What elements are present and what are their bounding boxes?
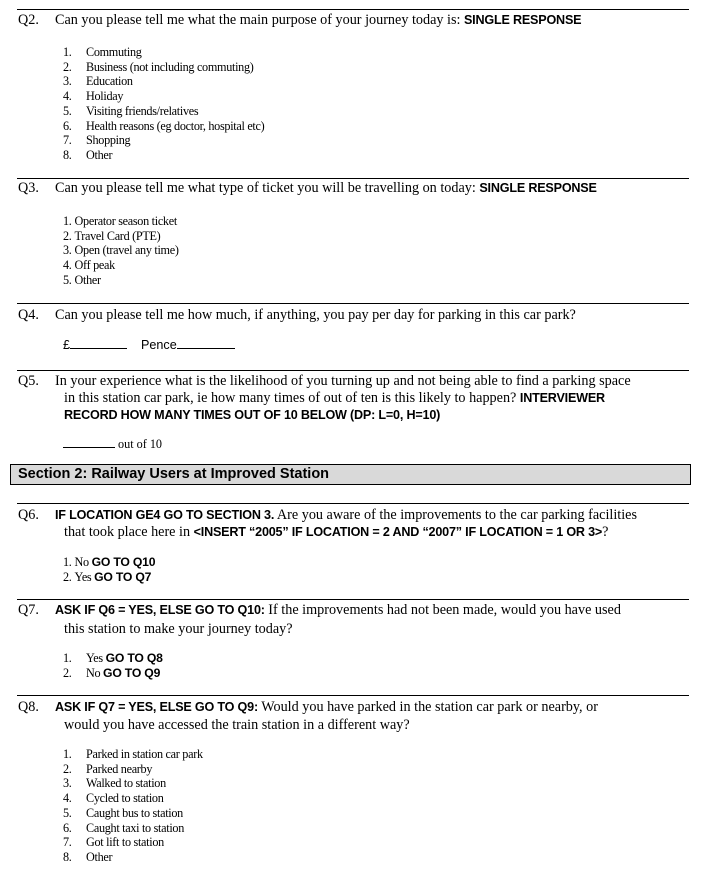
question-text: In your experience what is the likelihood of you turning up and not being able to find a parking space — [55, 373, 631, 389]
response-instruction: SINGLE RESPONSE — [463, 13, 582, 27]
pound-label: £ — [63, 338, 71, 352]
section-2-header: Section 2: Railway Users at Improved Station — [10, 464, 691, 485]
question-number: Q4. — [18, 307, 39, 323]
divider-q4 — [17, 303, 689, 304]
question-text: Can you please tell me what type of ticket you will be travelling on today: — [55, 180, 480, 196]
option-item[interactable]: 1. Commuting — [63, 45, 142, 59]
option-item[interactable]: 6. Caught taxi to station — [63, 820, 184, 835]
pound-input[interactable] — [70, 337, 127, 349]
route-instruction: GO TO Q9 — [103, 665, 161, 680]
option-item[interactable]: 1. No GO TO Q10 — [63, 555, 156, 569]
options-q6 — [63, 555, 155, 584]
question-q2 — [18, 12, 688, 29]
question-number: Q3. — [18, 180, 39, 196]
option-item[interactable]: 2. Yes GO TO Q7 — [63, 569, 152, 584]
question-text: Can you please tell me how much, if anything, you pay per day for parking in this car park? — [55, 307, 576, 323]
interviewer-instruction: INTERVIEWER — [519, 391, 605, 405]
option-item[interactable]: 5. Other — [63, 272, 101, 287]
q5-answer-row — [63, 436, 162, 452]
option-item[interactable]: 2. Parked nearby — [63, 761, 153, 776]
question-number: Q2. — [18, 12, 39, 28]
options-q3 — [63, 214, 179, 288]
option-item[interactable]: 2. Business (not including commuting) — [63, 59, 254, 74]
divider-q7 — [17, 599, 689, 600]
divider-q2 — [17, 9, 689, 10]
question-q8 — [18, 699, 688, 734]
question-text-cont: this station to make your journey today? — [64, 621, 293, 637]
option-item[interactable]: 8. Other — [63, 147, 113, 162]
option-item[interactable]: 5. Caught bus to station — [63, 805, 183, 820]
option-item[interactable]: 1. Operator season ticket — [63, 214, 177, 228]
option-item[interactable]: 4. Cycled to station — [63, 791, 164, 806]
divider-q8 — [17, 695, 689, 696]
option-item[interactable]: 5. Visiting friends/relatives — [63, 103, 199, 118]
option-item[interactable]: 8. Other — [63, 849, 113, 864]
option-item[interactable]: 2. No GO TO Q9 — [63, 665, 161, 680]
question-text-cont: would you have accessed the train station in a different way? — [64, 717, 410, 733]
option-item[interactable]: 1. Yes GO TO Q8 — [63, 651, 163, 665]
divider-q6 — [17, 503, 689, 504]
option-item[interactable]: 7. Got lift to station — [63, 835, 164, 850]
question-q7 — [18, 602, 688, 638]
option-item[interactable]: 6. Health reasons (eg doctor, hospital etc) — [63, 118, 265, 133]
option-item[interactable]: 4. Holiday — [63, 89, 124, 104]
route-instruction: GO TO Q7 — [94, 569, 152, 584]
option-item[interactable]: 3. Education — [63, 74, 133, 89]
question-q6: Q6. IF LOCATION GE4 GO TO SECTION 3. Are you aware of the improvements to the car parking facilities that took place here in <INSERT “2005” IF LOCATION = 2 AND “2007” IF LOCATION = 1 OR 3>? — [18, 507, 637, 540]
routing-instruction: ASK IF Q6 = YES, ELSE GO TO Q10: — [55, 603, 265, 617]
pence-input[interactable] — [177, 337, 235, 349]
out-of-10-input[interactable] — [63, 436, 115, 448]
question-text: If the improvements had not been made, would you have used — [264, 602, 621, 618]
question-q5 — [18, 373, 688, 424]
question-number: Q8. — [18, 699, 39, 715]
options-q7 — [63, 651, 163, 680]
route-instruction: GO TO Q8 — [105, 651, 163, 665]
response-instruction: SINGLE RESPONSE — [479, 181, 597, 195]
option-item[interactable]: 4. Off peak — [63, 258, 115, 273]
options-q2 — [63, 45, 264, 163]
insert-instruction: <INSERT “2005” IF LOCATION = 2 AND “2007” IF LOCATION = 1 OR 3> — [193, 525, 603, 539]
question-q3 — [18, 180, 688, 197]
options-q8 — [63, 747, 203, 865]
routing-instruction: ASK IF Q7 = YES, ELSE GO TO Q9: — [55, 700, 258, 714]
question-number: Q6. — [18, 507, 39, 523]
question-number: Q5. — [18, 373, 39, 389]
question-text: Would you have parked in the station car park or nearby, or — [257, 699, 598, 715]
option-item[interactable]: 3. Open (travel any time) — [63, 243, 179, 258]
interviewer-instruction-cont: RECORD HOW MANY TIMES OUT OF 10 BELOW (DP: L=0, H=10) — [64, 408, 441, 422]
question-text: Can you please tell me what the main purpose of your journey today is: — [55, 12, 464, 28]
pence-label: Pence — [141, 338, 177, 352]
question-text: Are you aware of the improvements to the car parking facilities — [274, 507, 637, 523]
option-item[interactable]: 1. Parked in station car park — [63, 747, 203, 761]
option-item[interactable]: 7. Shopping — [63, 133, 131, 148]
question-text-cont: that took place here in — [64, 524, 194, 540]
out-of-10-label: out of 10 — [118, 437, 163, 451]
q4-answer-row — [63, 337, 235, 353]
divider-q3 — [17, 178, 689, 179]
routing-instruction: IF LOCATION GE4 GO TO SECTION 3. — [55, 508, 275, 522]
question-q4 — [18, 307, 688, 324]
option-item[interactable]: 3. Walked to station — [63, 776, 166, 791]
route-instruction: GO TO Q10 — [91, 555, 156, 569]
divider-q5 — [17, 370, 689, 371]
option-item[interactable]: 2. Travel Card (PTE) — [63, 228, 161, 243]
question-text-cont: in this station car park, ie how many times of out of ten is this likely to happen? — [64, 390, 520, 406]
question-number: Q7. — [18, 602, 39, 618]
